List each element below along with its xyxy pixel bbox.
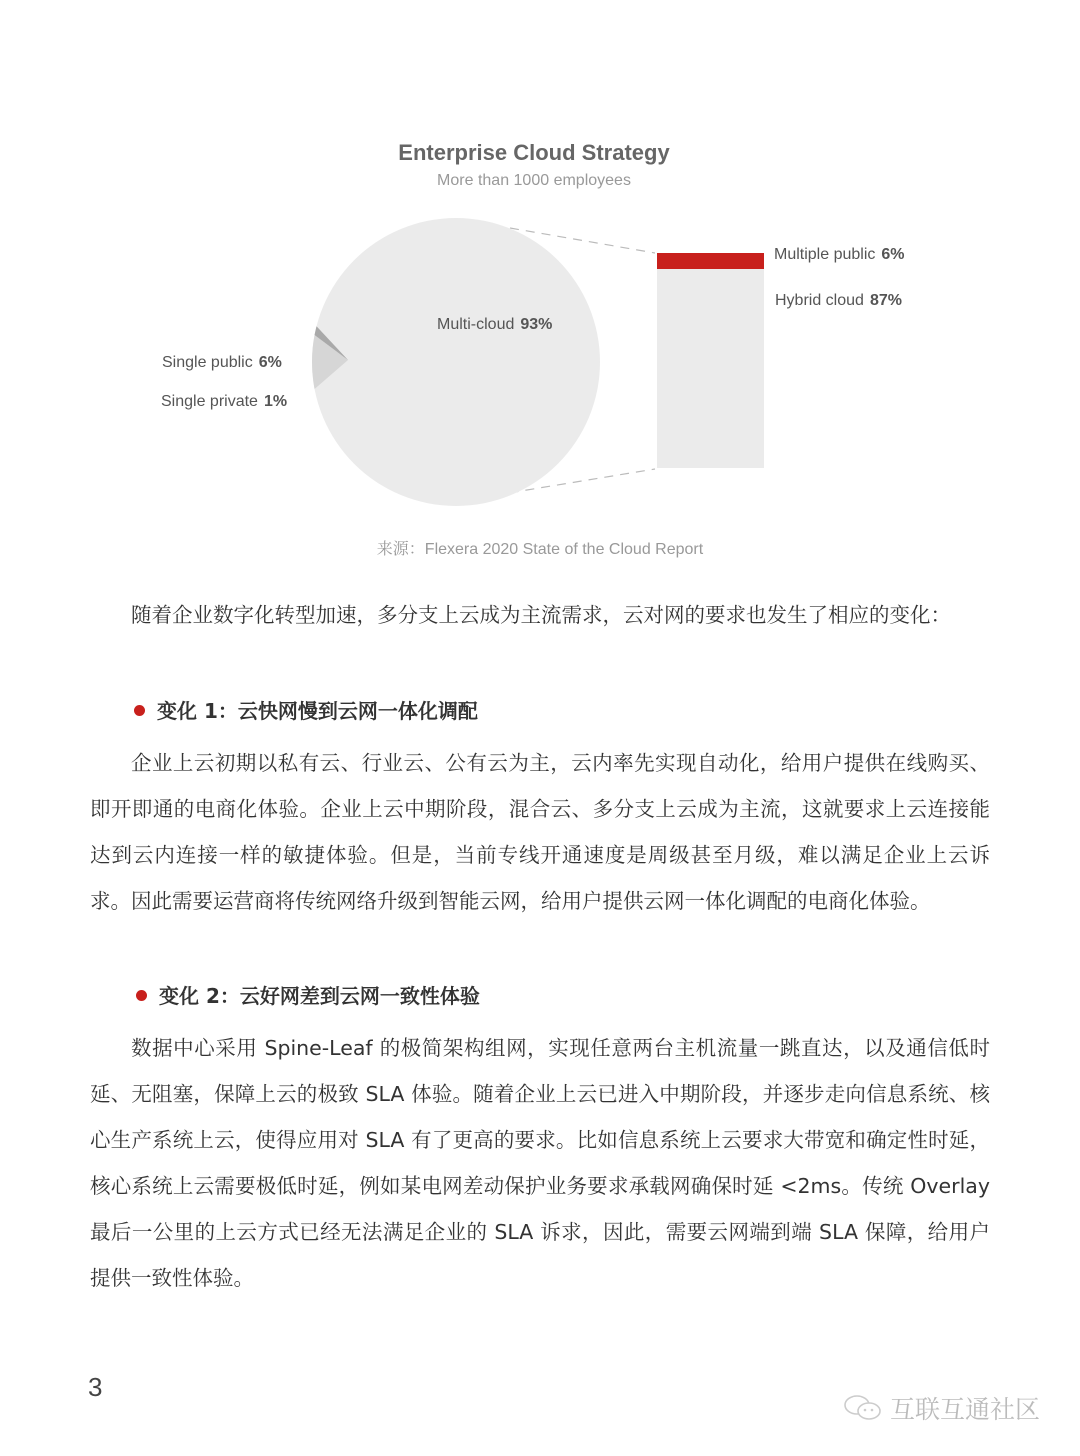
label-hybrid-cloud: Hybrid cloud 87%	[775, 292, 902, 309]
label-single-public: Single public 6%	[162, 354, 282, 371]
intro-paragraph: 随着企业数字化转型加速，多分支上云成为主流需求，云对网的要求也发生了相应的变化：	[131, 603, 951, 627]
section-1-body: 企业上云初期以私有云、行业云、公有云为主，云内率先实现自动化，给用户提供在线购买、即开即通的电商化体验。企业上云中期阶段，混合云、多分支上云成为主流，这就要求上云连接能达到云内连接一样的敏捷体验。但是，当前专线开通速度是周级甚至月级，难以满足企业上云诉求。因此需要运营商将传统网络升级到智能云网，给用户提供云网一体化调配的电商化体验。	[90, 751, 990, 913]
chart-subtitle: More than 1000 employees	[437, 172, 631, 189]
label-single-private: Single private 1%	[161, 393, 288, 410]
cloud-strategy-chart	[0, 0, 1080, 580]
label-multiple-public: Multiple public 6%	[774, 246, 905, 263]
pie-slice-multi-cloud	[312, 218, 600, 506]
bullet-dot-icon	[136, 990, 147, 1001]
section-2-heading: 变化 2：云好网差到云网一致性体验	[136, 980, 480, 1009]
page-number: 3	[88, 1372, 103, 1402]
bar-segment-hybrid-cloud	[657, 269, 764, 468]
section-1-heading: 变化 1：云快网慢到云网一体化调配	[134, 695, 478, 724]
chart-source: 来源：Flexera 2020 State of the Cloud Report	[376, 541, 704, 558]
wechat-icon	[842, 1393, 884, 1423]
label-multi-cloud: Multi-cloud 93%	[437, 316, 553, 333]
chart-canvas	[0, 0, 1080, 580]
bar-segment-multiple-public	[657, 253, 764, 269]
watermark-text: 互联互通社区	[890, 1395, 1041, 1424]
bullet-dot-icon	[134, 705, 145, 716]
section-2-body: 数据中心采用 Spine-Leaf 的极简架构组网，实现任意两台主机流量一跳直达，以及通信低时延、无阻塞，保障上云的极致 SLA 体验。随着企业上云已进入中期阶段，并逐步走向信息系统、核心生产系统上云，使得应用对 SLA 有了更高的要求。比如信息系统上云要求大带宽和确定性时延，核心系统上云需要极低时延，例如某电网差动保护业务要求承载网确保时延 <2ms。传统 Overlay 最后一公里的上云方式已经无法满足企业的 SLA 诉求，因此，需要云网端到端 SLA 保障，给用户提供一致性体验。	[90, 1036, 990, 1290]
chart-title: Enterprise Cloud Strategy	[398, 140, 670, 165]
watermark	[842, 1390, 1040, 1426]
